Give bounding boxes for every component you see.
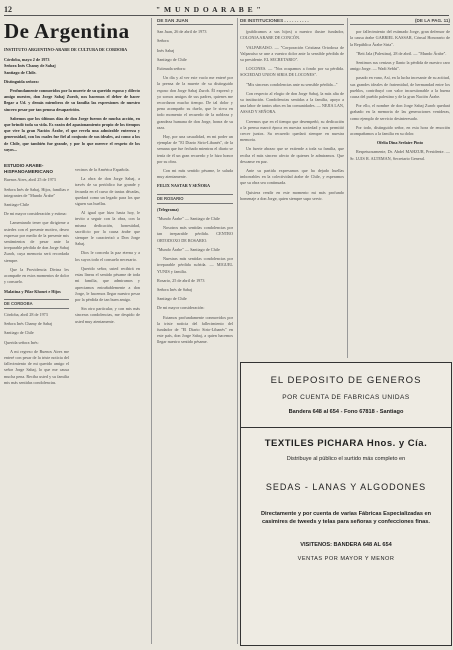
signature: Malatina y Pilar Khouri e Hijos (4, 288, 61, 294)
letter-recipient: Señora (157, 38, 169, 44)
letter-greeting: Querida señora Inés: (4, 339, 39, 345)
letter-heading: ESTUDIO ARABE-HISPANOAMERICANO (4, 163, 53, 175)
letter-date: Rosario, 25 de abril de 1973 (157, 277, 205, 283)
telegram-recipient: "Mundo Árabe" — Santiago de Chile (157, 246, 220, 252)
letter-date: Buenos Aires, abril 25 de 1973 (4, 177, 56, 183)
letter-date: San Juan, 26 de abril de 1973 (157, 29, 207, 35)
column-argentina (4, 18, 140, 644)
telegram-recipient: "Mundo Árabe" — Santiago de Chile (157, 216, 220, 222)
telegram-text: Nuestras más sentidas condolencias por irreparable pérdida sufrida. — MIGUEL YUNIS y familia. (157, 256, 233, 274)
header-rule (4, 15, 449, 16)
paragraph: Con respecto al elogio de don Jorge Sabaj, la más alta de su institución. Condolencias sentidas a la familia, apoyo a una labor de tantos años en las comunidades. — NEJIA LAN, ASSAD Y SEÑORA. (240, 90, 344, 115)
paragraph: Ante su partida expresamos que ha dejado huellas imborrables en la colectividad árabe de Chile, y esperamos que su obra sea continuada. (240, 168, 344, 186)
letter-recipient: Señora Inés Chamy de Sabaj (4, 63, 56, 69)
ad-subtitle: POR CUENTA DE FABRICAS UNIDAS (282, 394, 410, 401)
advertisement-box (240, 362, 452, 646)
paragraph: Profundamente conmovidos por la muerte de su querido esposo y dilecto amigo nuestro, don Jorge Sabaj Zurob, nos hacemos el deber de hacer llegar a Ud. y demás miembros de su familia las expresiones de nuestro sincero pesar por tan penosa desaparición. (4, 88, 140, 112)
paragraph: Sabemos que los últimos días de don Jorge fueron de mucha acción, en que brindó toda su vida. Es razón del apasionamiento propio de los tiempos que vive la gran Nación Árabe, el que revela una admirable entereza y generosidad, con los cuales fue fiel al conjunto de sus ideales, así como a los de Chile, que también fue grande, y por lo que merece el respeto de los suyos... (4, 115, 140, 152)
ad-address: Bandera 648 al 654 - Fono 67818 - Santiago (288, 409, 404, 415)
paragraph: A mi regreso de Buenos Aires me enteré con pesar de la triste noticia del fallecimiento de mi querido amigo el señor Jorge Sabaj, lo que me causa mucha pena. Reciba usted y su familia mis más sentidas condolencias. (4, 348, 69, 385)
paragraph: por fallecimiento del estimado Jorge, gran defensor de la causa árabe GABRIEL KASSAR, Cónsul Honorario de la República Árabe Siria". (350, 29, 450, 47)
ad-visit: VISITENOS: BANDERA 648 AL 654 (300, 542, 392, 548)
letter-greeting: Estimada señora: (157, 66, 186, 72)
letter-city: Santiago-Chile (4, 202, 30, 208)
ad-products: SEDAS - LANAS Y ALGODONES (265, 482, 427, 492)
letter-recipient: Señora Inés de Sabaj (157, 286, 193, 292)
paragraph: Un día y al ver este vacío me enteré por la prensa de la muerte de su distinguido esposo don Jorge Sabaj Zurob. Él expresó y yo somos amigos de sus padres, quienes me recordaron mucho tiempo. De tal dolor y pena acompaño su duelo, que le sirva en todo momento el recuerdo de la nobleza y grandeza humana de don Jorge, honra de su raza. (157, 75, 233, 130)
letter-city: Santiago de Chile. (4, 69, 37, 75)
column-divider (237, 18, 238, 644)
telegram-text: LOCONES. — "Nos ocupamos a fondo por su pérdida. SOCIEDAD UNION SIRIA DE LOCONES". (240, 66, 344, 78)
column-divider (347, 18, 348, 358)
paragraph: Por todo, distinguido señor, en esta hora de emoción acompañamos a la familia en su dolor. (350, 124, 450, 137)
section-title: De Argentina (4, 19, 130, 43)
page-number: 12 (4, 5, 12, 14)
paragraph: Por ello, el nombre de don Jorge Sabaj Zurob quedará grabado en la memoria de las generaciones venideras, como ejemplo de servicio desinteresado. (350, 103, 450, 121)
ad-tagline: Distribuye al público el surtido más completo en (286, 456, 406, 462)
continuation-heading: (DE LA PAG. 11) (350, 18, 450, 25)
paragraph: "Beit Jala (Palestina), 28 de abril. — "Mundo Árabe". (356, 50, 447, 56)
paragraph: Lamentando tener que dirigirme a ustedes con el presente motivo, deseo expresar por medio de la presente mis sentimientos de pesar ante la irreparable pérdida de don Jorge Sabaj Zurob, cuya memoria será recordada siempre. (4, 220, 69, 263)
letter-heading: DE SAN JUAN (157, 18, 233, 25)
salutation: Distinguida señora: (4, 78, 40, 84)
letter-date: Córdoba, mayo 2 de 1973 (4, 57, 50, 63)
paragraph: Estamos profundamente conmovidos por la triste noticia del fallecimiento del fundador de "El Diario Sirio-Libanés" en este país, don Jorge Sabaj, a quien hacemos llegar nuestro sentido pésame. (157, 314, 233, 345)
paragraph: Sentimos sus cenizas y llanto la pérdida de nuestro caro amigo Jorge. — Wadi Sebhi". (350, 60, 450, 72)
paragraph: Querido señor, usted recibirá en estas líneas el sentido pésame de toda mi familia, que admiramos y apreciamos entrañablemente a don Jorge, le hacemos llegar nuestro pesar por la pérdida de tan buen amigo. (75, 265, 140, 302)
sub-column-right (75, 159, 140, 389)
sub-column-left (4, 159, 69, 389)
paragraph: Al igual que hizo hasta hoy, le invito a seguir con la obra, con la misma dedicación, honestidad, sacrificio por la causa árabe que siempre le caracterizó a Don Jorge Sabaj. (75, 210, 140, 247)
column-san-juan (157, 18, 233, 644)
paragraph: pasado en vano, Así, en la lucha incesante de su actitud, sus grandes ideales de fraternidad, de hermandad entre los pueblos, contribuyó con valor incuestionable a la buena causa del pueblo palestino y de la gran Nación Árabe. (350, 75, 450, 100)
paragraph: vecinos de la América Española. (75, 167, 130, 173)
paragraph: Con mi más sentido pésame, le saluda muy atentamente. (157, 168, 233, 180)
ad-divider (241, 427, 451, 428)
paragraph: Que la Providencia Divina les acompañe en estos momentos de dolor y consuelo. (4, 266, 69, 285)
telegram-text: VALPARAISO. — "Corporación Cristiana Ortodoxa de Valparaíso se une a vuestro dolor ante la sensible pérdida de su presidente. EL SECRETARIO". (240, 44, 344, 63)
letter-recipient: Inés Sabaj (157, 47, 175, 53)
paragraph: Dios le conceda la paz eterna y a los suyos todo el consuelo necesario. (75, 250, 140, 262)
letter-greeting: De mi mayor consideración y estima: (4, 211, 67, 217)
telegram-text: "Mis sinceras condolencias ante su sensible pérdida..." (246, 81, 338, 87)
column-divider (151, 18, 152, 644)
ad-company-name: TEXTILES PICHARA Hnos. y Cía. (264, 438, 428, 449)
institute-name: INSTITUTO ARGENTINO-ARABE DE CULTURA DE CORDOBA (4, 47, 128, 52)
paragraph: Quisiera rendir en este momento mi más profundo homenaje a don Jorge, quien siempre supo servir. (240, 189, 344, 201)
ad-description: Directamente y por cuenta de varias Fábricas Especializadas en casimires de tweeds y telas para señoras y confecciones finas. (260, 511, 432, 525)
letter-recipient: Señora Inés de Sabaj, Hijos, familias e integrantes de "Mundo Árabe" (4, 186, 69, 198)
letter-city: Santiago de Chile (4, 330, 34, 336)
paragraph: Respetuosamente, Dr. Abdel MAHZUR, Presidente. — Sr. LUIS R. ALTEMAN, Secretario General. (350, 149, 450, 161)
telegram-text: Nosotros más sentidas condolencias por tan irreparable pérdida. CENTRO ORTODOXO DE ROSARIO. (157, 225, 233, 243)
paragraph: Hay, por una casualidad, en mi poder un ejemplar de "El Diario Sirio-Libanés", de la semana que fue fechado mientras el diario se tenía de él un gran recuerdo y le hizo honor por su obra. (157, 134, 233, 164)
paragraph: Creemos que en el tiempo que desempeñó, su dedicación a la prensa marcó época en nuestra sociedad y nos permitió crecer juntos. Su recuerdo quedará siempre en nuestra memoria. (240, 118, 344, 143)
ad-title: EL DEPOSITO DE GENEROS (270, 375, 422, 386)
paragraph: Sin otro particular, y con mis más sinceras condolencias, me despido de usted muy atentamente. (75, 306, 140, 324)
sub-columns (4, 159, 140, 389)
letter-city: Santiago de Chile (157, 296, 187, 302)
letter-subheading: (Telegrama) (157, 206, 179, 212)
letter-heading: DE ROSARIO (157, 194, 233, 204)
letter-city: Santiago de Chile (157, 56, 187, 62)
paragraph: La obra de don Jorge Sabaj, a través de su periódico fue grande y fecunda en el curso de tantas décadas, quedará como un legado para los que siguen sus huellas. (75, 176, 140, 207)
paragraph: Un fuerte abrazo que se extiende a toda su familia, que reciba el más sincero afecto de quienes le admiramos. Que descanse en paz. (240, 146, 344, 164)
section-heading: DE INSTITUCIONES . . . . . . . . . . (240, 18, 344, 25)
paper-title: " M U N D O A R A B E " (156, 5, 262, 14)
signature: FELIX NASTAR Y SEÑORA (157, 183, 211, 189)
signature: Ofelia Dina Srelaire Pinto (376, 140, 424, 146)
paragraph: (publicamos a sus hijos) a nuestro ilustre fundador, COLONIA ARABE DE CONCÓN. (240, 29, 344, 41)
letter-recipient: Señora Inés Chamy de Sabaj (4, 321, 53, 327)
letter-date: Córdoba, abril 28 de 1973 (4, 311, 48, 317)
letter-greeting: De mi mayor consideración: (157, 305, 205, 311)
column-continuation (350, 18, 450, 356)
ad-sales: VENTAS POR MAYOR Y MENOR (297, 556, 395, 562)
letter-heading: DE CORDOBA (4, 299, 69, 309)
column-instituciones (240, 18, 344, 356)
